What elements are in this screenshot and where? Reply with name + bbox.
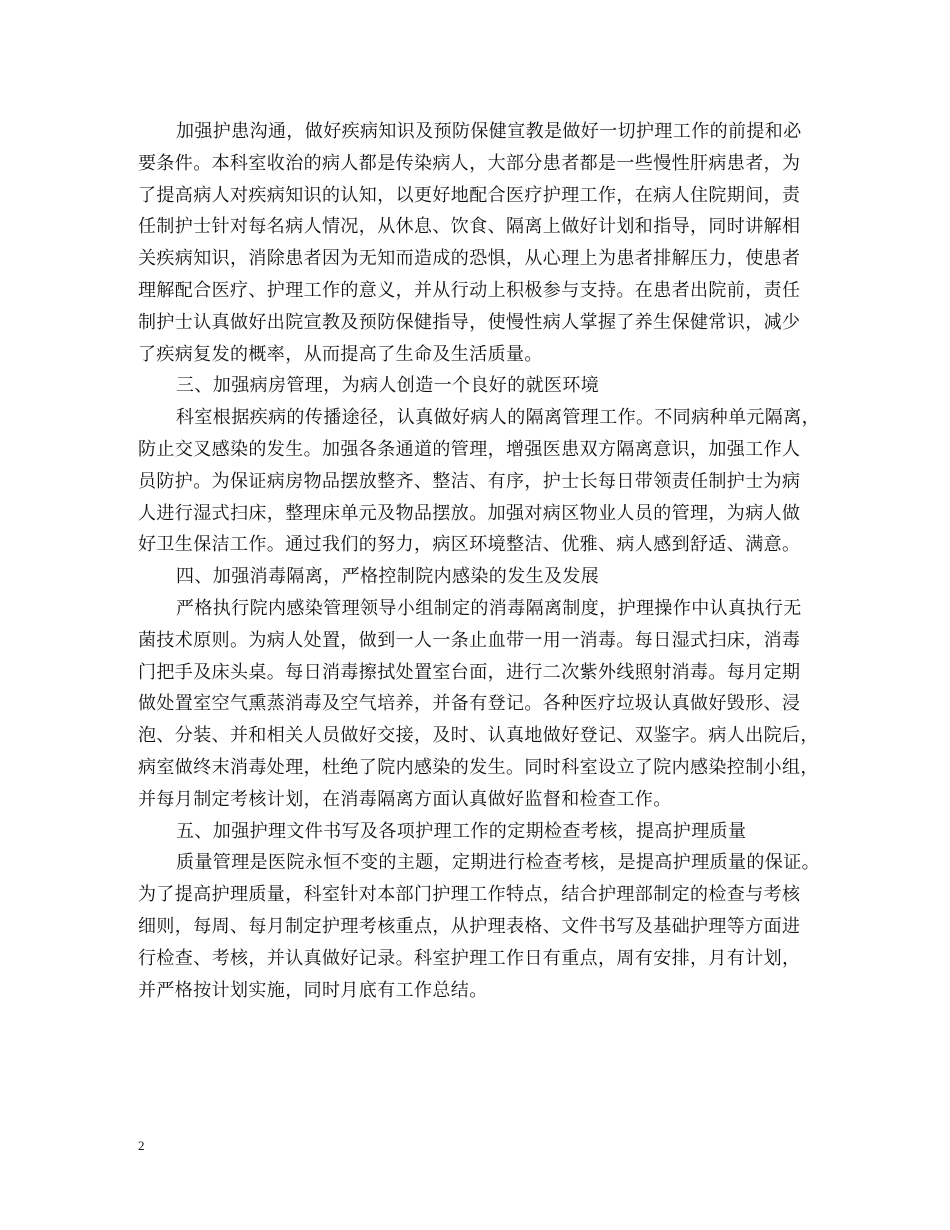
- text-line: 科室根据疾病的传播途径，认真做好病人的隔离管理工作。不同病种单元隔离，: [176, 407, 820, 429]
- text-line: 并每月制定考核计划，在消毒隔离方面认真做好监督和检查工作。: [138, 788, 672, 810]
- page-number: 2: [138, 1138, 145, 1153]
- text-line: 制护士认真做好出院宣教及预防保健指导，使慢性病人掌握了养生保健常识，减少: [138, 311, 801, 333]
- text-line: 理解配合医疗、护理工作的意义，并从行动上积极参与支持。在患者出院前，责任: [138, 279, 801, 301]
- text-line: 员防护。为保证病房物品摆放整齐、整洁、有序，护士长每日带领责任制护士为病: [138, 470, 801, 492]
- text-line: 质量管理是医院永恒不变的主题，定期进行检查考核，是提高护理质量的保证。: [176, 852, 820, 874]
- text-line: 人进行湿式扫床，整理床单元及物品摆放。加强对病区物业人员的管理，为病人做: [138, 502, 801, 524]
- text-line: 病室做终末消毒处理，杜绝了院内感染的发生。同时科室设立了院内感染控制小组，: [138, 756, 819, 778]
- text-line: 加强护患沟通，做好疾病知识及预防保健宣教是做好一切护理工作的前提和必: [176, 121, 802, 142]
- text-line: 菌技术原则。为病人处置，做到一人一条止血带一用一消毒。每日湿式扫床，消毒: [138, 629, 801, 651]
- text-line: 细则，每周、每月制定护理考核重点，从护理表格、文件书写及基础护理等方面进: [138, 915, 801, 937]
- text-line: 关疾病知识，消除患者因为无知而造成的恐惧，从心理上为患者排解压力，使患者: [138, 248, 801, 270]
- text-line: 门把手及床头桌。每日消毒擦拭处置室台面，进行二次紫外线照射消毒。每月定期: [138, 661, 801, 683]
- text-line: 任制护士针对每名病人情况，从休息、饮食、隔离上做好计划和指导，同时讲解相: [138, 216, 801, 238]
- text-line: 五、加强护理文件书写及各项护理工作的定期检查考核，提高护理质量: [176, 820, 747, 842]
- text-line: 了疾病复发的概率，从而提高了生命及生活质量。: [138, 343, 543, 365]
- text-line: 泡、分装、并和相关人员做好交接，及时、认真地做好登记、双鉴字。病人出院后，: [138, 725, 819, 747]
- text-line: 四、加强消毒隔离，严格控制院内感染的发生及发展: [176, 566, 600, 588]
- document-body: [138, 116, 820, 1006]
- text-line: 了提高病人对疾病知识的认知，以更好地配合医疗护理工作，在病人住院期间，责: [138, 184, 801, 206]
- text-line: 好卫生保洁工作。通过我们的努力，病区环境整洁、优雅、病人感到舒适、满意。: [138, 534, 801, 556]
- text-line: 为了提高护理质量，科室针对本部门护理工作特点，结合护理部制定的检查与考核: [138, 884, 801, 906]
- text-line: 做处置室空气熏蒸消毒及空气培养，并备有登记。各种医疗垃圾认真做好毁形、浸: [138, 693, 801, 715]
- text-line: 要条件。本科室收治的病人都是传染病人，大部分患者都是一些慢性肝病患者，为: [138, 152, 801, 174]
- text-line: 三、加强病房管理，为病人创造一个良好的就医环境: [176, 375, 600, 397]
- text-line: 行检查、考核，并认真做好记录。科室护理工作日有重点，周有安排，月有计划，: [138, 947, 801, 969]
- text-line: 防止交叉感染的发生。加强各条通道的管理，增强医患双方隔离意识，加强工作人: [138, 438, 801, 460]
- text-line: 并严格按计划实施，同时月底有工作总结。: [138, 979, 488, 1001]
- text-line: 严格执行院内感染管理领导小组制定的消毒隔离制度，护理操作中认真执行无: [176, 597, 802, 619]
